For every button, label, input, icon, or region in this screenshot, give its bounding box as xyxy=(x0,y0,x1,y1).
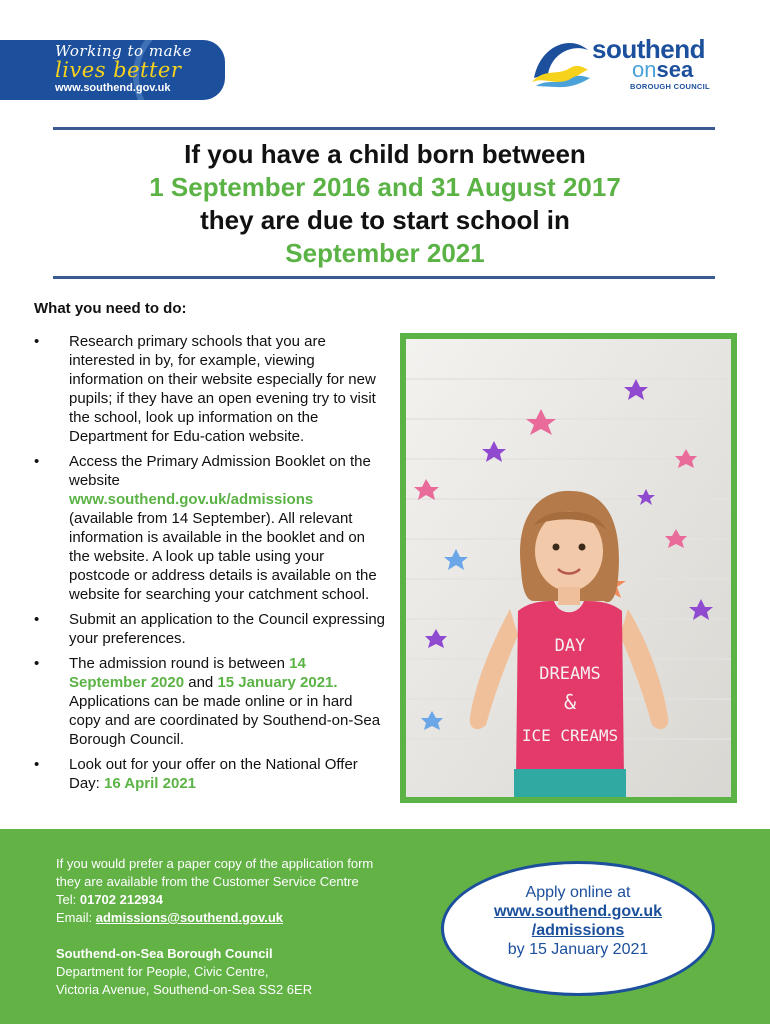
start-date: 14 September 2020 xyxy=(69,655,306,691)
callout-link-1[interactable]: www.southend.gov.uk xyxy=(494,903,662,920)
logo-word-onsea xyxy=(632,57,693,83)
item-text: Submit an application to the Council expressing your preferences. xyxy=(69,611,386,647)
bottom-divider xyxy=(53,276,715,279)
bullet-icon: • xyxy=(34,611,40,628)
headline xyxy=(0,138,770,270)
item-text: Applications can be made online or in hard copy and are coordinated by Southend-on-Sea Borough Council. xyxy=(69,693,381,748)
list-item xyxy=(34,755,386,793)
phone-line xyxy=(56,891,456,909)
item-text: Look out for your offer on the National Offer Day: xyxy=(69,756,358,792)
logo-word-sea: sea xyxy=(656,57,694,82)
southend-logo xyxy=(530,34,720,94)
shirt-text-2: DREAMS xyxy=(539,664,601,684)
email-line xyxy=(56,909,456,927)
logo-wave-icon xyxy=(530,38,592,88)
headline-line-4: September 2021 xyxy=(285,238,485,268)
email-label: Email: xyxy=(56,910,93,925)
item-text: Research primary schools that you are interested in by, for example, viewing information on their website especially for new pupils; if they have an open evening try to visit the school, look up information on the Department for Edu-cation website. xyxy=(69,333,376,445)
apply-online-callout xyxy=(441,861,715,996)
logo-word-on: on xyxy=(632,57,657,82)
headline-line-3: they are due to start school in xyxy=(200,205,570,235)
shirt-text-3: & xyxy=(563,690,577,714)
item-text: The admission round is between xyxy=(69,655,285,672)
logo-word-southend: southend xyxy=(592,34,705,64)
offer-date: 16 April 2021 xyxy=(104,775,197,792)
phone-label: Tel: xyxy=(56,892,77,907)
shirt-text-4: ICE CREAMS xyxy=(521,726,619,745)
child-photo xyxy=(406,339,731,797)
end-date: 15 January 2021. xyxy=(217,674,338,691)
admissions-link[interactable]: www.southend.gov.uk/admissions xyxy=(69,491,314,508)
address: Victoria Avenue, Southend-on-Sea SS2 6ER xyxy=(56,982,313,997)
headline-line-1: If you have a child born between xyxy=(184,139,586,169)
list-item xyxy=(34,610,386,648)
contact-info xyxy=(56,855,456,999)
callout-deadline: by 15 January 2021 xyxy=(507,941,649,958)
top-divider xyxy=(53,127,715,130)
slogan-banner xyxy=(0,40,225,100)
banner-url[interactable]: www.southend.gov.uk xyxy=(55,82,171,94)
slogan-line-1: Working to make xyxy=(55,42,192,60)
department: Department for People, Civic Centre, xyxy=(56,964,269,979)
child-photo-frame xyxy=(400,333,737,803)
callout-link-2[interactable]: /admissions xyxy=(531,922,625,939)
council-name: Southend-on-Sea Borough Council xyxy=(56,946,273,961)
paper-copy-line-2: they are available from the Customer Service Centre xyxy=(56,874,359,889)
phone-number[interactable]: 01702 212934 xyxy=(79,892,164,907)
item-text: Access the Primary Admission Booklet on the website xyxy=(69,453,371,489)
paper-copy-line-1: If you would prefer a paper copy of the application form xyxy=(56,856,374,871)
bullet-icon: • xyxy=(34,453,40,470)
logo-subtitle: BOROUGH COUNCIL xyxy=(630,82,710,91)
bullet-icon: • xyxy=(34,333,40,350)
email-link[interactable]: admissions@southend.gov.uk xyxy=(95,910,283,925)
todo-title: What you need to do: xyxy=(34,300,187,317)
todo-list xyxy=(34,332,386,799)
list-item xyxy=(34,332,386,446)
callout-line-1: Apply online at xyxy=(525,884,631,901)
list-item xyxy=(34,654,386,749)
list-item xyxy=(34,452,386,604)
slogan-line-2: lives better xyxy=(55,58,182,82)
item-text: and xyxy=(188,674,214,691)
shirt-text-1: DAY xyxy=(554,636,586,656)
bullet-icon: • xyxy=(34,655,40,672)
bullet-icon: • xyxy=(34,756,40,773)
footer-band xyxy=(0,829,770,1024)
headline-line-2: 1 September 2016 and 31 August 2017 xyxy=(149,172,621,202)
item-text: (available from 14 September). All relevant information is available in the booklet and on the website. A look up table using your postcode or address details is available on the website for searching your catchment school. xyxy=(69,510,377,603)
